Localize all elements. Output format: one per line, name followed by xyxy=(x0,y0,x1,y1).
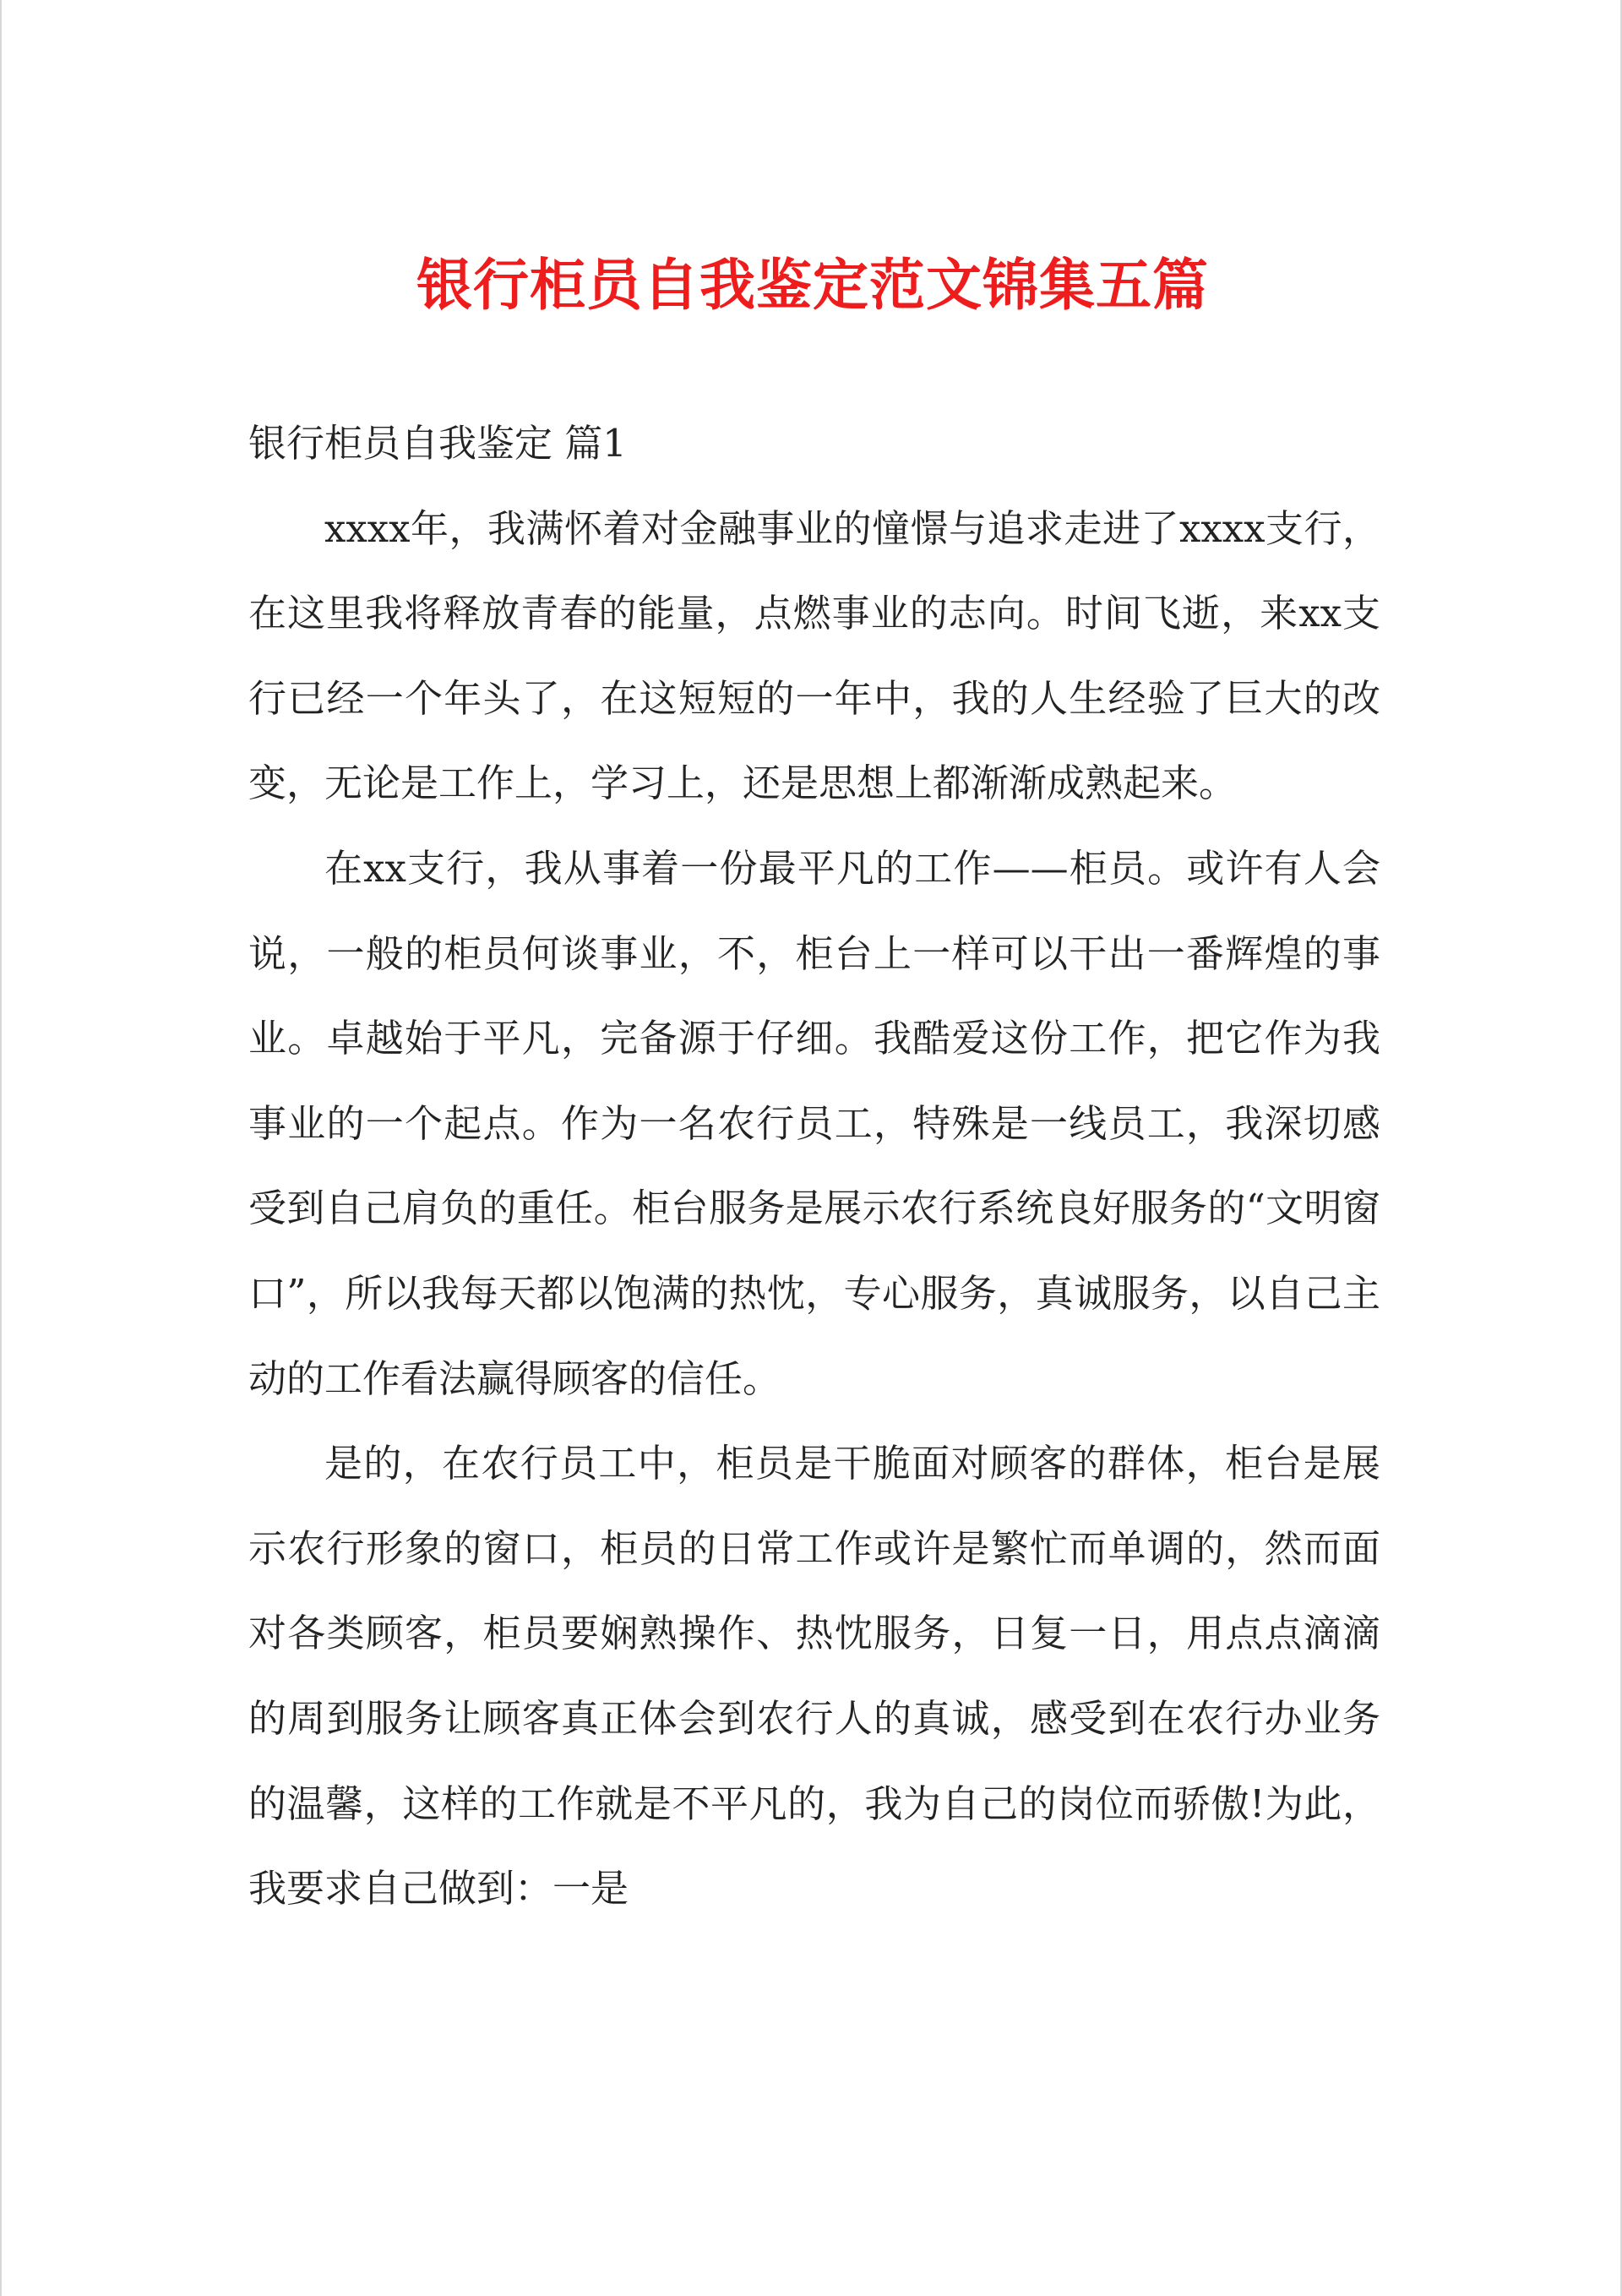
document-body xyxy=(248,401,1380,1932)
paragraph-2: 在xx支行，我从事着一份最平凡的工作——柜员。或许有人会说，一般的柜员何谈事业，不，柜台上一样可以干出一番辉煌的事业。卓越始于平凡，完备源于仔细。我酷爱这份工作，把它作为我事业的一个起点。作为一名农行员工，特殊是一线员工，我深切感受到自己肩负的重任。柜台服务是展示农行系统良好服务的“文明窗口”，所以我每天都以饱满的热忱，专心服务，真诚服务，以自己主动的工作看法赢得顾客的信任。 xyxy=(248,845,1380,1401)
paragraph-3: 是的，在农行员工中，柜员是干脆面对顾客的群体，柜台是展示农行形象的窗口，柜员的日常工作或许是繁忙而单调的，然而面对各类顾客，柜员要娴熟操作、热忱服务，日复一日，用点点滴滴的周到服务让顾客真正体会到农行人的真诚，感受到在农行办业务的温馨，这样的工作就是不平凡的，我为自己的岗位而骄傲!为此，我要求自己做到：一是 xyxy=(248,1441,1380,1912)
section-heading: 银行柜员自我鉴定 篇1 xyxy=(248,421,627,466)
document-title: 银行柜员自我鉴定范文锦集五篇 xyxy=(416,252,1209,318)
paragraph-1: xxxx年，我满怀着对金融事业的憧憬与追求走进了xxxx支行，在这里我将释放青春的能量，点燃事业的志向。时间飞逝，来xx支行已经一个年头了，在这短短的一年中，我的人生经验了巨大的改变，无论是工作上，学习上，还是思想上都渐渐成熟起来。 xyxy=(248,505,1380,806)
